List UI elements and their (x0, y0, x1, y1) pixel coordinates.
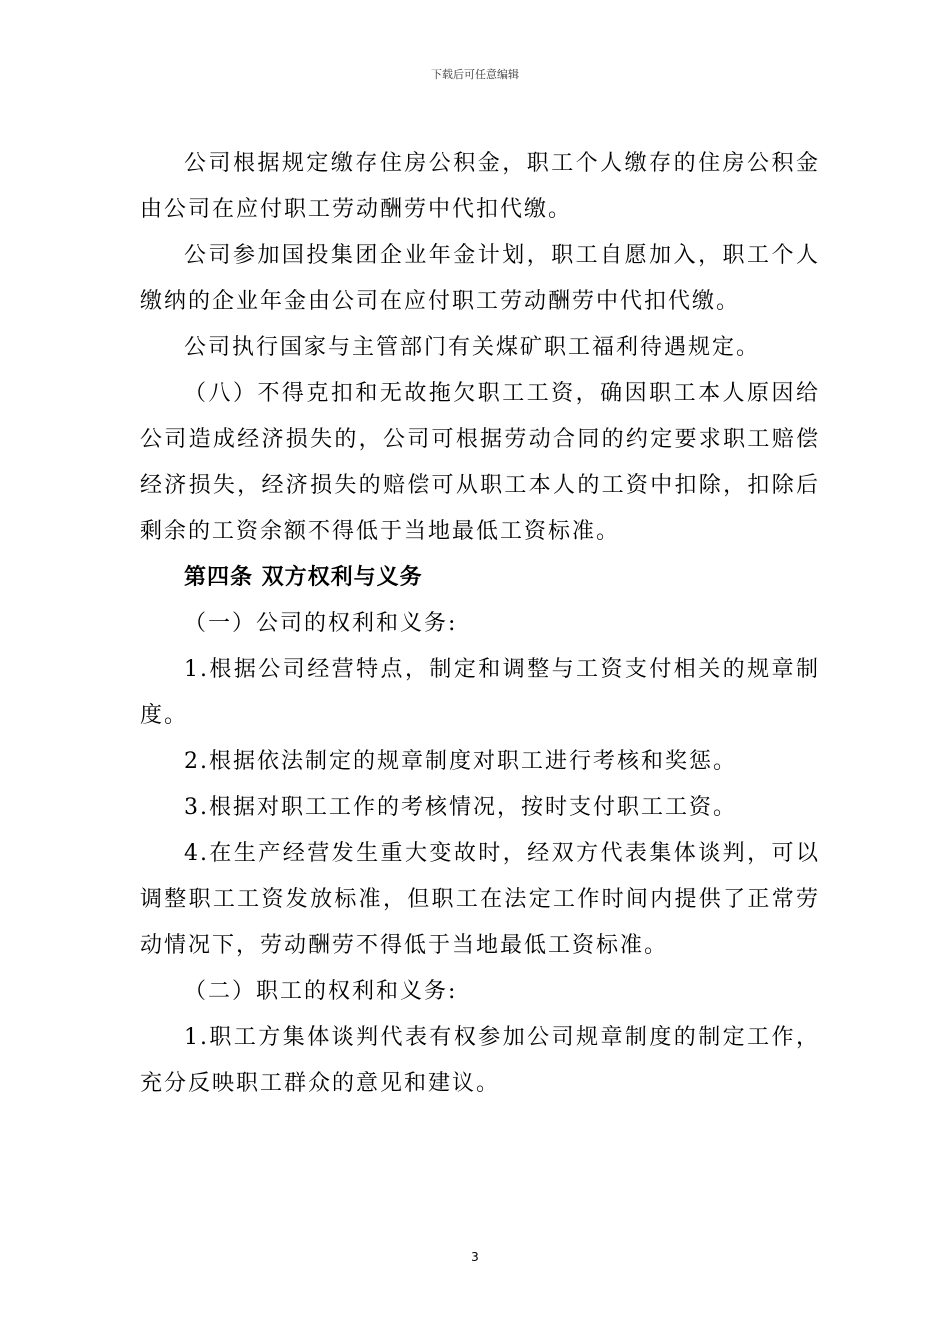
paragraph-housing-fund: 公司根据规定缴存住房公积金，职工个人缴存的住房公积金由公司在应付职工劳动酬劳中代扣代缴。 (140, 151, 820, 222)
paragraph-welfare: 公司执行国家与主管部门有关煤矿职工福利待遇规定。 (184, 335, 761, 360)
list-item-company-3: 3.根据对职工工作的考核情况，按时支付职工工资。 (184, 795, 737, 820)
subsection-company-rights: （一）公司的权利和义务: (184, 611, 458, 636)
list-item-company-4: 4.在生产经营发生重大变故时，经双方代表集体谈判，可以调整职工工资发放标准，但职工在法定工作时间内提供了正常劳动情况下，劳动酬劳不得低于当地最低工资标准。 (140, 841, 820, 958)
page-header: 下载后可任意编辑 (431, 68, 519, 81)
document-body (140, 141, 820, 1107)
list-item-employee-1: 1.职工方集体谈判代表有权参加公司规章制度的制定工作，充分反映职工群众的意见和建议。 (140, 1025, 820, 1096)
paragraph-enterprise-annuity: 公司参加国投集团企业年金计划，职工自愿加入，职工个人缴纳的企业年金由公司在应付职工劳动酬劳中代扣代缴。 (140, 243, 820, 314)
list-item-company-2: 2.根据依法制定的规章制度对职工进行考核和奖惩。 (184, 749, 737, 774)
section-heading-article-4: 第四条 双方权利与义务 (184, 565, 423, 590)
page-number: 3 (471, 1250, 479, 1264)
subsection-employee-rights: （二）职工的权利和义务: (184, 979, 458, 1004)
list-item-company-1: 1.根据公司经营特点，制定和调整与工资支付相关的规章制度。 (140, 657, 820, 728)
paragraph-item-8: （八）不得克扣和无故拖欠职工工资，确因职工本人原因给公司造成经济损失的，公司可根据劳动合同的约定要求职工赔偿经济损失，经济损失的赔偿可从职工本人的工资中扣除，扣除后剩余的工资余额不得低于当地最低工资标准。 (140, 381, 820, 544)
